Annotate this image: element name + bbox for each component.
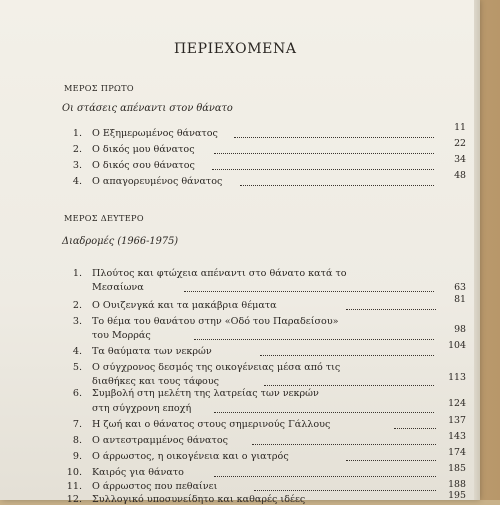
part-one-label: ΜΕΡΟΣ ΠΡΩΤΟ (64, 83, 134, 93)
entry-page: 124 (448, 398, 466, 409)
toc-entry (64, 388, 444, 399)
entry-page: 22 (454, 138, 466, 149)
entry-page: 185 (448, 463, 466, 474)
entry-page: 98 (454, 324, 466, 335)
dot-leader (260, 354, 434, 356)
toc-entry-continuation (64, 282, 466, 293)
entry-page: 34 (454, 154, 466, 165)
entry-page: 113 (448, 372, 466, 383)
entry-title: Τα θαύματα των νεκρών (92, 346, 212, 357)
toc-entry-continuation (64, 324, 466, 341)
entry-number: 1. (72, 128, 82, 139)
entry-number: 11. (66, 481, 82, 492)
dot-leader (214, 411, 434, 413)
entry-title: Ο άρρωστος που πεθαίνει (92, 481, 218, 492)
page-title: ΠΕΡΙΕΧΟΜΕΝΑ (174, 41, 297, 57)
dot-leader (346, 459, 436, 461)
entry-title: Ο Ουιζενγκά και τα μακάβρια θέματα (92, 300, 277, 311)
toc-entry-continuation (64, 398, 466, 414)
entry-number: 5. (72, 362, 82, 373)
toc-entry (64, 138, 466, 155)
entry-number: 9. (72, 451, 82, 462)
entry-title: Συμβολή στη μελέτη της λατρείας των νεκρών (92, 388, 319, 399)
entry-title-continued: Μεσαίωνα (92, 282, 144, 293)
entry-page: 11 (454, 122, 466, 133)
dot-leader (214, 152, 434, 154)
entry-title: Ο Εξημερωμένος θάνατος (92, 128, 218, 139)
toc-entry (64, 362, 444, 373)
toc-entry (64, 122, 466, 139)
dot-leader (252, 443, 436, 445)
entry-title: Ο αντεστραμμένος θάνατος (92, 435, 228, 446)
entry-number: 3. (72, 316, 82, 327)
entry-title: Ο σύγχρονος δεσμός της οικογένειας μέσα από τις (92, 362, 341, 373)
toc-entry (64, 415, 466, 430)
part-two-subtitle: Διαδρομές (1966-1975) (62, 236, 179, 247)
entry-title: Ο άρρωστος, η οικογένεια και ο γιατρός (92, 451, 289, 462)
dot-leader (240, 184, 434, 186)
part-one-subtitle: Οι στάσεις απέναντι στον θάνατο (62, 103, 233, 114)
dot-leader (212, 168, 434, 170)
entry-page: 104 (448, 340, 466, 351)
toc-entry (64, 316, 444, 327)
entry-page: 81 (454, 294, 466, 305)
entry-title: Ο απαγορευμένος θάνατος (92, 176, 223, 187)
dot-leader (264, 384, 434, 386)
dot-leader (394, 427, 436, 429)
toc-entry (64, 431, 466, 446)
entry-number: 8. (72, 435, 82, 446)
toc-entry (64, 154, 466, 171)
entry-page: 48 (454, 170, 466, 181)
part-two-label: ΜΕΡΟΣ ΔΕΥΤΕΡΟ (64, 213, 144, 223)
entry-title: Ο δικός σου θάνατος (92, 160, 195, 171)
entry-title: Η ζωή και ο θάνατος στους σημερινούς Γάλλους (92, 419, 331, 430)
entry-number: 4. (72, 346, 82, 357)
entry-number: 12. (66, 494, 82, 505)
entry-number: 1. (72, 268, 82, 279)
entry-number: 2. (72, 144, 82, 155)
dot-leader (346, 308, 436, 310)
entry-title: Καιρός για θάνατο (92, 467, 184, 478)
entry-page: 195 (448, 490, 466, 501)
entry-number: 10. (66, 467, 82, 478)
entry-title: Ο δικός μου θάνατος (92, 144, 195, 155)
toc-entry (64, 479, 466, 492)
dot-leader (254, 489, 436, 491)
toc-entry-continuation (64, 372, 466, 387)
entry-number: 4. (72, 176, 82, 187)
toc-entry (64, 294, 466, 311)
toc-entry (64, 268, 444, 279)
entry-page: 63 (454, 282, 466, 293)
entry-page: 188 (448, 479, 466, 490)
toc-entry (64, 463, 466, 478)
entry-number: 2. (72, 300, 82, 311)
entry-title-continued: του Μορράς (92, 330, 151, 341)
entry-page: 137 (448, 415, 466, 426)
entry-number: 3. (72, 160, 82, 171)
entry-page: 143 (448, 431, 466, 442)
dot-leader (234, 136, 434, 138)
entry-number: 6. (72, 388, 82, 399)
dot-leader (194, 338, 434, 340)
entry-title-continued: διαθήκες και τους τάφους (92, 376, 220, 387)
entry-page: 174 (448, 447, 466, 458)
entry-number: 7. (72, 419, 82, 430)
toc-entry (64, 447, 466, 462)
entry-title-continued: στη σύγχρονη εποχή (92, 403, 192, 414)
entry-title: Το θέμα του θανάτου στην «Οδό του Παραδείσου» (92, 316, 339, 327)
toc-entry (64, 340, 466, 357)
entry-title: Συλλογικό υποσυνείδητο και καθαρές ιδέες (92, 494, 306, 505)
toc-entry (64, 170, 466, 187)
entry-title: Πλούτος και φτώχεια απέναντι στο θάνατο κατά το (92, 268, 347, 279)
page-edge (474, 0, 480, 500)
dot-leader (184, 290, 434, 292)
dot-leader (214, 475, 436, 477)
